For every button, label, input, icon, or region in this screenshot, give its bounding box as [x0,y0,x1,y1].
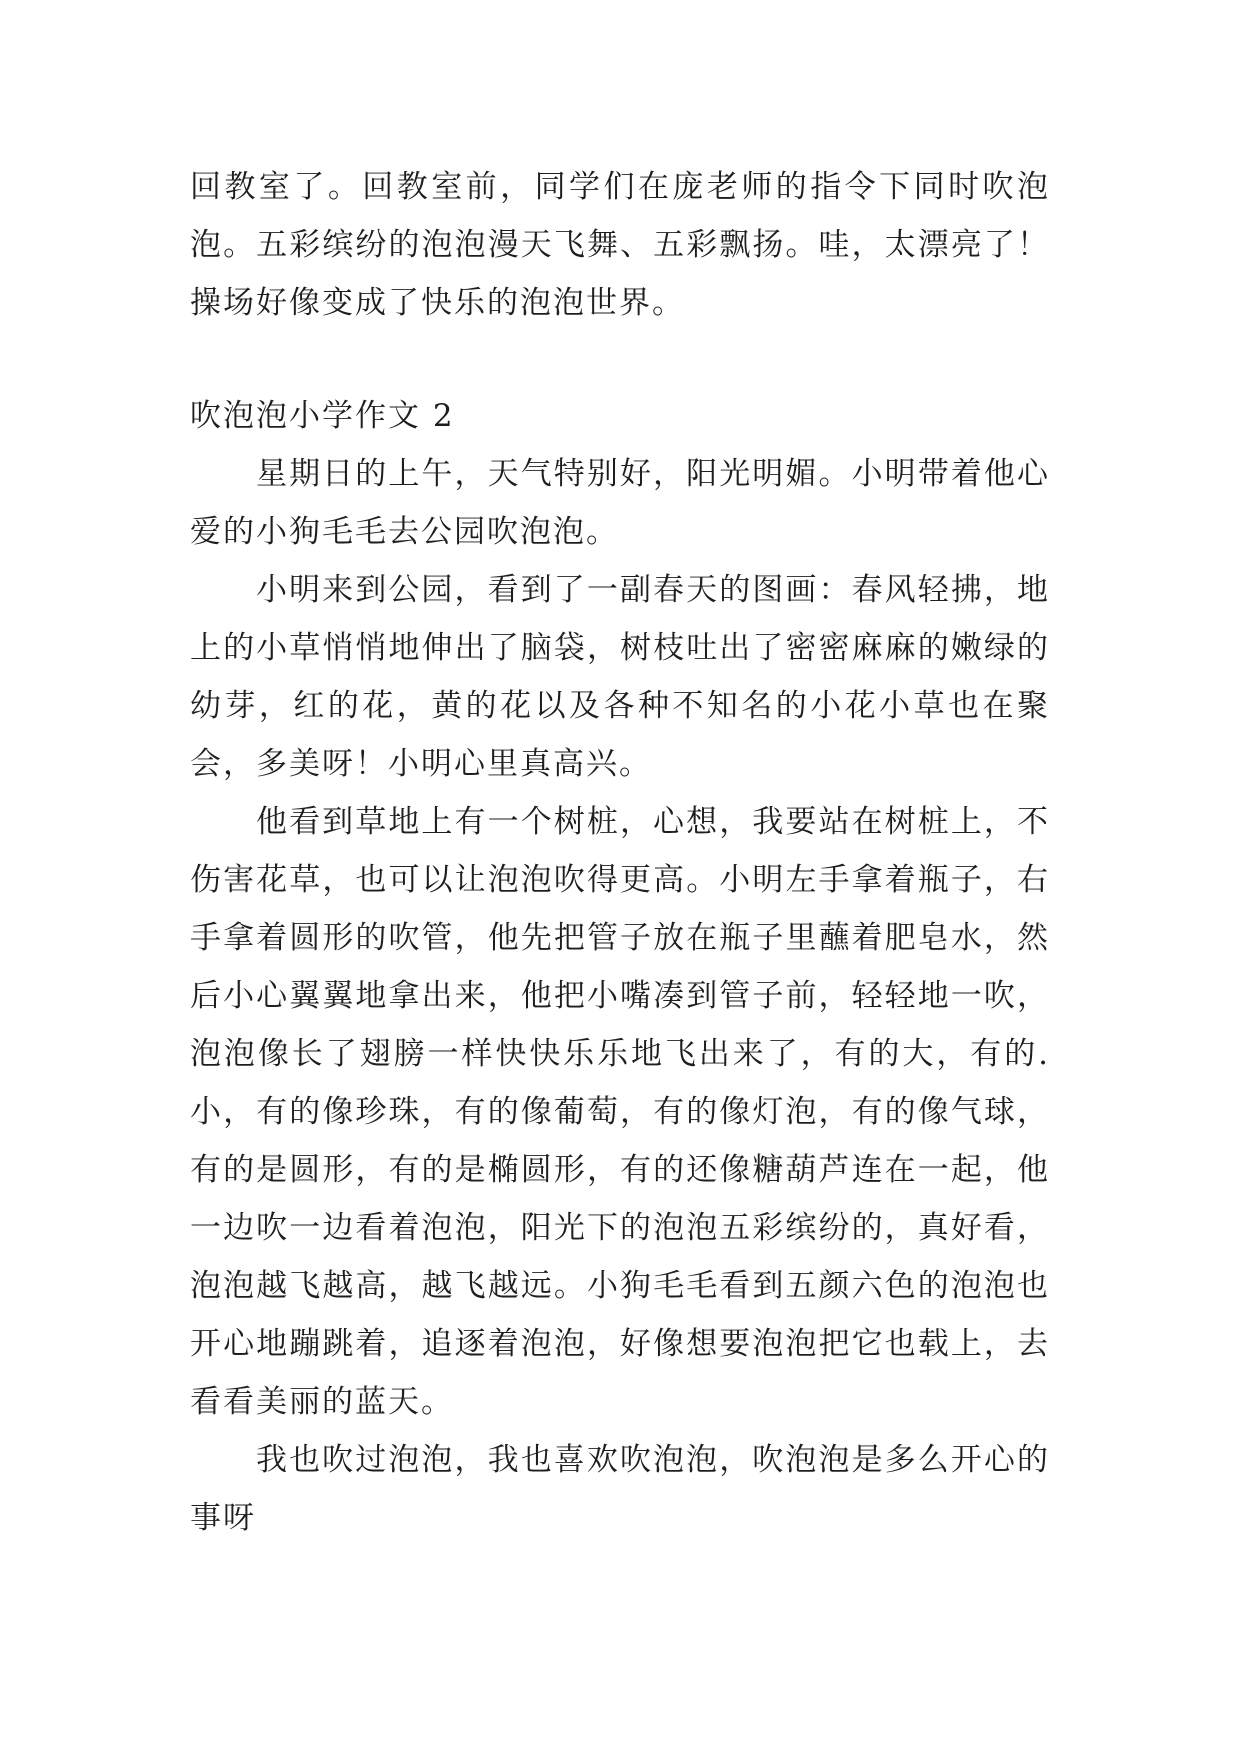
continued-paragraph: 回教室了。回教室前，同学们在庞老师的指令下同时吹泡泡。五彩缤纷的泡泡漫天飞舞、五彩飘扬。哇，太漂亮了！操场好像变成了快乐的泡泡世界。 [190,169,1050,321]
section-title: 吹泡泡小学作文 2 [190,398,455,434]
paragraph: 星期日的上午，天气特别好，阳光明媚。小明带着他心爱的小狗毛毛去公园吹泡泡。 [190,456,1050,550]
paragraph: 我也吹过泡泡，我也喜欢吹泡泡，吹泡泡是多么开心的事呀 [190,1442,1050,1536]
paragraph: 小明来到公园，看到了一副春天的图画：春风轻拂，地上的小草悄悄地伸出了脑袋，树枝吐出了密密麻麻的嫩绿的幼芽，红的花，黄的花以及各种不知名的小花小草也在聚会，多美呀！小明心里真高兴。 [190,572,1050,782]
paragraph: 他看到草地上有一个树桩，心想，我要站在树桩上，不伤害花草，也可以让泡泡吹得更高。小明左手拿着瓶子，右手拿着圆形的吹管，他先把管子放在瓶子里蘸着肥皂水，然后小心翼翼地拿出来，他把小嘴凑到管子前，轻轻地一吹，泡泡像长了翅膀一样快快乐乐地飞出来了，有的大，有的.小，有的像珍珠，有的像葡萄，有的像灯泡，有的像气球，有的是圆形，有的是椭圆形，有的还像糖葫芦连在一起，他一边吹一边看着泡泡，阳光下的泡泡五彩缤纷的，真好看，泡泡越飞越高，越飞越远。小狗毛毛看到五颜六色的泡泡也开心地蹦跳着，追逐着泡泡，好像想要泡泡把它也载上，去看看美丽的蓝天。 [190,804,1050,1420]
document-body [190,158,1050,1547]
